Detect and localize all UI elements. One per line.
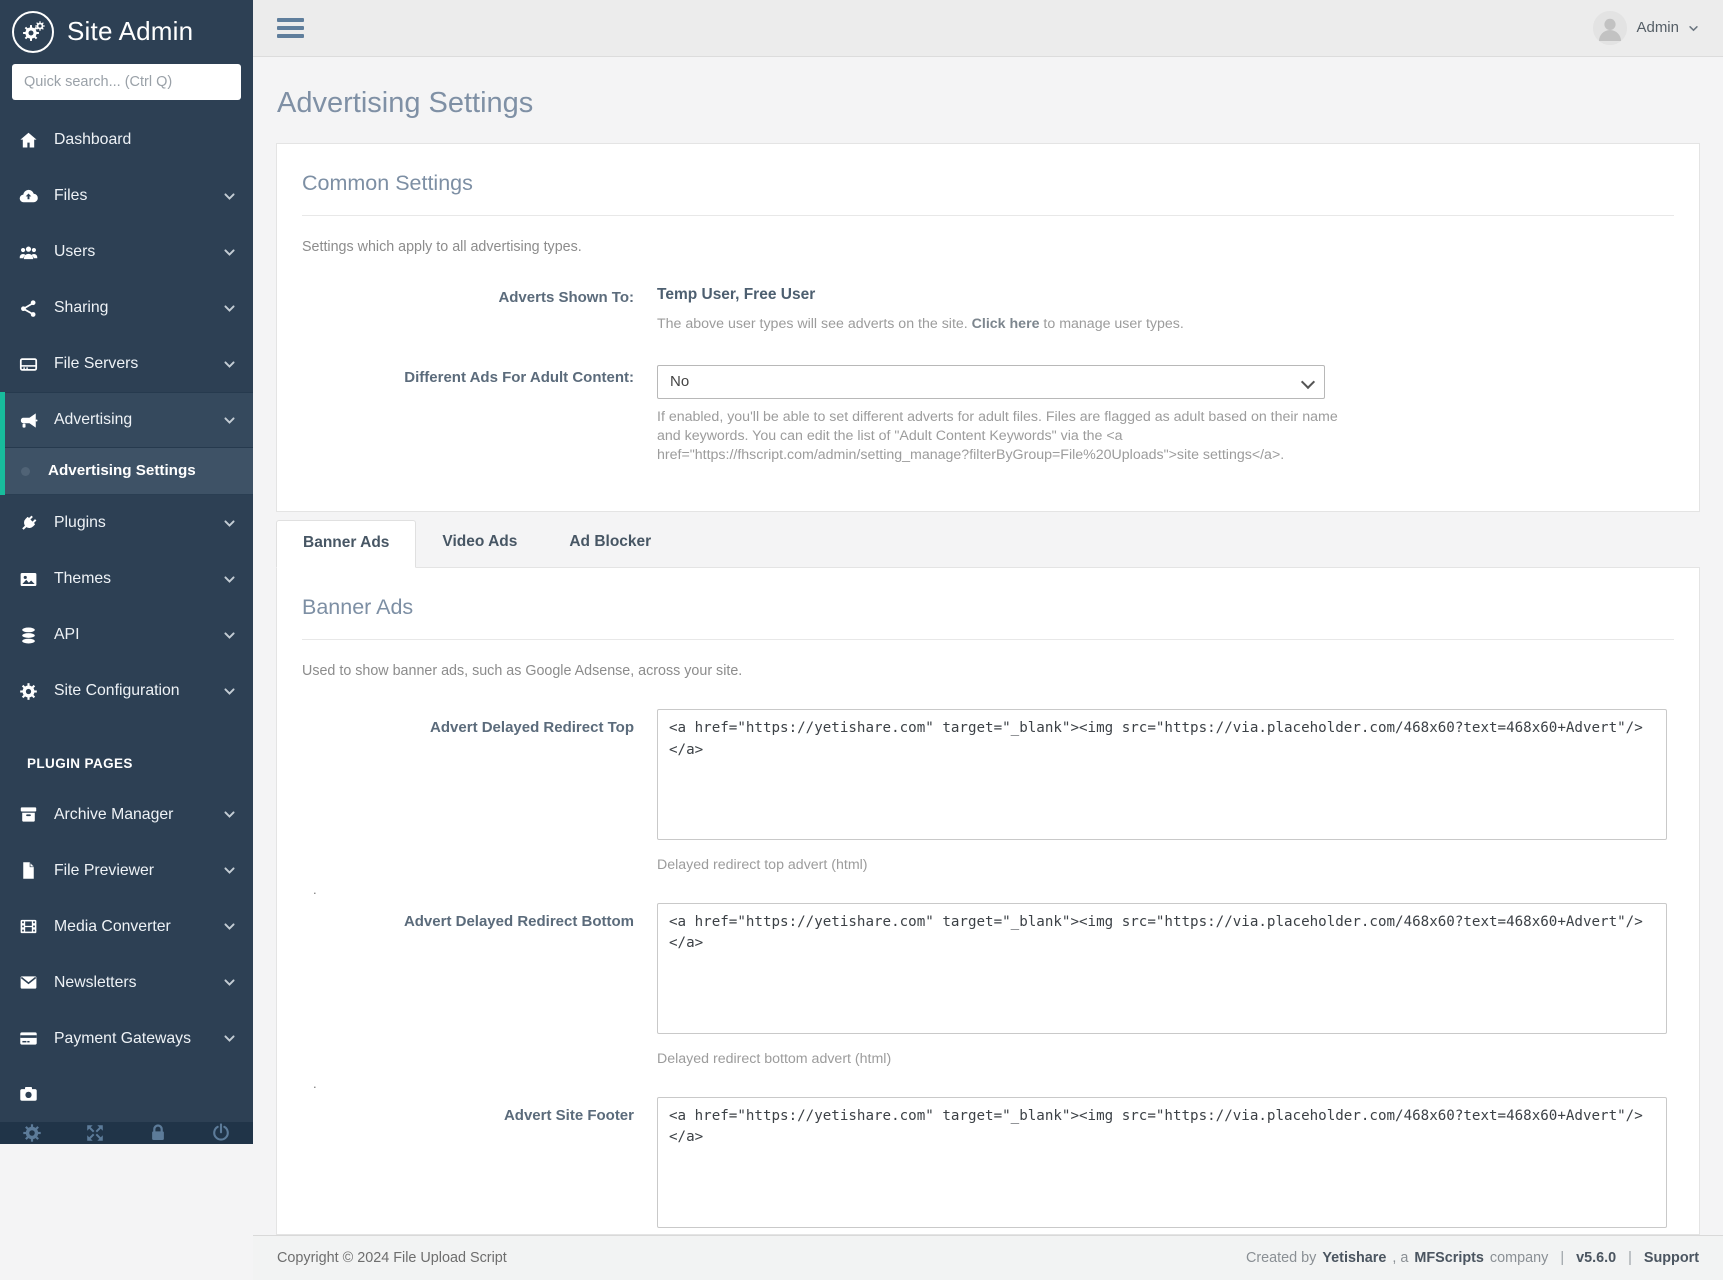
spacer-dot: .: [313, 882, 317, 898]
home-icon: [17, 129, 40, 152]
chevron-down-icon: [223, 685, 236, 698]
settings-gear-icon[interactable]: [21, 1122, 43, 1144]
ads-tabs: [276, 520, 1700, 567]
credit-card-icon: [17, 1027, 40, 1050]
sidebar-item-plugins[interactable]: [0, 495, 253, 551]
camera-icon: [17, 1083, 40, 1106]
footer: [253, 1235, 1723, 1280]
film-icon: [17, 915, 40, 938]
bullet-icon: [21, 467, 30, 476]
adverts-shown-to-row: [302, 285, 1674, 334]
banner-ads-card: [276, 567, 1700, 1235]
sidebar-item-label: API: [54, 626, 80, 644]
megaphone-icon: [17, 409, 40, 432]
chevron-down-icon: [223, 302, 236, 315]
sidebar-item-site-configuration[interactable]: [0, 663, 253, 719]
lock-icon[interactable]: [147, 1122, 169, 1144]
section-description: Used to show banner ads, such as Google Adsense, across your site.: [302, 663, 743, 679]
sidebar-item-media-converter[interactable]: [0, 898, 253, 954]
field-label: Advert Delayed Redirect Top: [430, 719, 634, 737]
footer-credits: Created by Yetishare , a MFScripts company | v5.6.0 | Support: [1246, 1249, 1699, 1268]
sidebar-item-dashboard[interactable]: [0, 112, 253, 168]
tab-banner-ads[interactable]: Banner Ads: [276, 520, 416, 568]
support-link[interactable]: Support: [1643, 1249, 1699, 1266]
advert-site-footer-field: [302, 1097, 1674, 1235]
copyright-text: Copyright © 2024 File Upload Script: [277, 1249, 507, 1266]
sidebar-item-label: Site Configuration: [54, 682, 180, 700]
sidebar-item-label: Archive Manager: [54, 805, 174, 823]
sidebar-item-files[interactable]: [0, 168, 253, 224]
sidebar-item-label: Payment Gateways: [54, 1029, 191, 1047]
adult-content-select-wrap: [657, 365, 1325, 399]
field-help: Delayed redirect bottom advert (html): [657, 1050, 892, 1067]
advert-delayed-redirect-bottom-field: [302, 903, 1674, 1069]
sidebar-item-file-previewer[interactable]: [0, 842, 253, 898]
adverts-shown-to-label: Adverts Shown To:: [498, 289, 634, 307]
chevron-down-icon: [223, 190, 236, 203]
chevron-down-icon: [223, 864, 236, 877]
chevron-down-icon: [223, 920, 236, 933]
chevron-down-icon: [223, 358, 236, 371]
divider: [302, 215, 1674, 216]
chevron-down-icon: [1688, 23, 1699, 34]
adverts-shown-to-help: The above user types will see adverts on the site. Click here to manage user types.: [657, 316, 1184, 333]
adverts-shown-to-value: Temp User, Free User: [657, 286, 816, 304]
file-icon: [17, 859, 40, 882]
fullscreen-icon[interactable]: [84, 1122, 106, 1144]
image-icon: [17, 568, 40, 591]
avatar: [1593, 11, 1627, 45]
sidebar-item-label: Sharing: [54, 299, 109, 317]
sidebar-item-label: Themes: [54, 570, 112, 588]
user-menu[interactable]: [1593, 11, 1699, 45]
page-title: Advertising Settings: [277, 87, 534, 119]
advert-delayed-redirect-bottom-textarea[interactable]: [657, 903, 1667, 1034]
sidebar-item-label: Files: [54, 187, 88, 205]
chevron-down-icon: [223, 976, 236, 989]
advert-site-footer-textarea[interactable]: [657, 1097, 1667, 1228]
version-text: v5.6.0: [1576, 1249, 1617, 1266]
sidebar-item-partial[interactable]: [0, 1066, 253, 1122]
sidebar-item-newsletters[interactable]: [0, 954, 253, 1010]
sidebar-item-archive-manager[interactable]: [0, 786, 253, 842]
sidebar-item-label: File Servers: [54, 355, 139, 373]
power-icon[interactable]: [210, 1122, 232, 1144]
sidebar-item-advertising[interactable]: [5, 392, 253, 448]
sidebar-search: [0, 62, 253, 112]
sidebar-item-advertising-settings[interactable]: [5, 448, 253, 495]
common-settings-card: [276, 143, 1700, 512]
app-title: Site Admin: [67, 16, 194, 47]
sidebar-item-label: Plugins: [54, 514, 106, 532]
chevron-down-icon: [223, 517, 236, 530]
mfscripts-link[interactable]: MFScripts: [1414, 1249, 1484, 1266]
topbar: [253, 0, 1723, 57]
sidebar-item-api[interactable]: [0, 607, 253, 663]
gear-icon: [17, 680, 40, 703]
adult-content-row: [302, 365, 1674, 466]
section-title: Banner Ads: [302, 594, 414, 619]
adult-content-select[interactable]: [657, 365, 1325, 399]
sidebar-item-sharing[interactable]: [0, 280, 253, 336]
yetishare-link[interactable]: Yetishare: [1322, 1249, 1387, 1266]
adult-content-label: Different Ads For Adult Content:: [404, 368, 634, 386]
field-label: Advert Site Footer: [503, 1106, 634, 1124]
user-name: Admin: [1636, 18, 1679, 36]
sidebar-item-label: Users: [54, 243, 96, 261]
server-icon: [17, 353, 40, 376]
sidebar-item-themes[interactable]: [0, 551, 253, 607]
envelope-icon: [17, 971, 40, 994]
page-content: [253, 57, 1723, 1235]
sidebar-item-payment-gateways[interactable]: [0, 1010, 253, 1066]
sidebar-item-label: Media Converter: [54, 917, 171, 935]
advert-delayed-redirect-top-field: [302, 709, 1674, 875]
sidebar-item-users[interactable]: [0, 224, 253, 280]
sidebar-item-label: Newsletters: [54, 973, 137, 991]
chevron-down-icon: [223, 246, 236, 259]
quick-search-input[interactable]: [12, 64, 241, 100]
sidebar: [0, 0, 253, 1131]
users-icon: [17, 241, 40, 264]
tab-video-ads[interactable]: Video Ads: [442, 533, 518, 551]
chevron-down-icon: [223, 414, 236, 427]
sidebar-footer-bar: [0, 1122, 253, 1144]
click-here-link[interactable]: Click here: [971, 316, 1040, 333]
database-icon: [17, 624, 40, 647]
section-title: Common Settings: [302, 171, 473, 196]
spacer-dot: .: [313, 1075, 317, 1091]
gears-logo-icon: [12, 11, 54, 53]
sidebar-item-label: Dashboard: [54, 131, 132, 149]
chevron-down-icon: [223, 808, 236, 821]
sidebar-item-file-servers[interactable]: [0, 336, 253, 392]
share-icon: [17, 297, 40, 320]
tab-ad-blocker[interactable]: Ad Blocker: [569, 533, 652, 551]
advert-delayed-redirect-top-textarea[interactable]: [657, 709, 1667, 840]
app-logo[interactable]: [0, 0, 253, 62]
field-label: Advert Delayed Redirect Bottom: [403, 913, 634, 931]
sidebar-subitem-label: Advertising Settings: [48, 461, 196, 479]
sidebar-item-label: File Previewer: [54, 861, 155, 879]
plug-icon: [17, 512, 40, 535]
field-help: Delayed redirect top advert (html): [657, 856, 868, 873]
sidebar-item-label: Advertising: [54, 411, 133, 429]
adult-content-help: If enabled, you'll be able to set different adverts for adult files. Files are flagged as adult based on their name and keywords. You can edit the list of "Adult Content Keywords" via the <a href="https://fhscript.com/admin/setting_manage?filterByGroup=File%20Uploads">site settings</a>.: [657, 408, 1338, 463]
menu-toggle-icon[interactable]: [277, 18, 304, 38]
plugin-pages-header: PLUGIN PAGES: [27, 756, 133, 771]
divider: [302, 639, 1674, 640]
chevron-down-icon: [223, 629, 236, 642]
archive-box-icon: [17, 803, 40, 826]
chevron-down-icon: [223, 1032, 236, 1045]
chevron-down-icon: [223, 573, 236, 586]
sidebar-group-advertising: [0, 392, 253, 495]
cloud-upload-icon: [17, 185, 40, 208]
main-area: [253, 0, 1723, 1266]
sidebar-nav: [0, 112, 253, 1122]
section-description: Settings which apply to all advertising types.: [302, 239, 582, 256]
